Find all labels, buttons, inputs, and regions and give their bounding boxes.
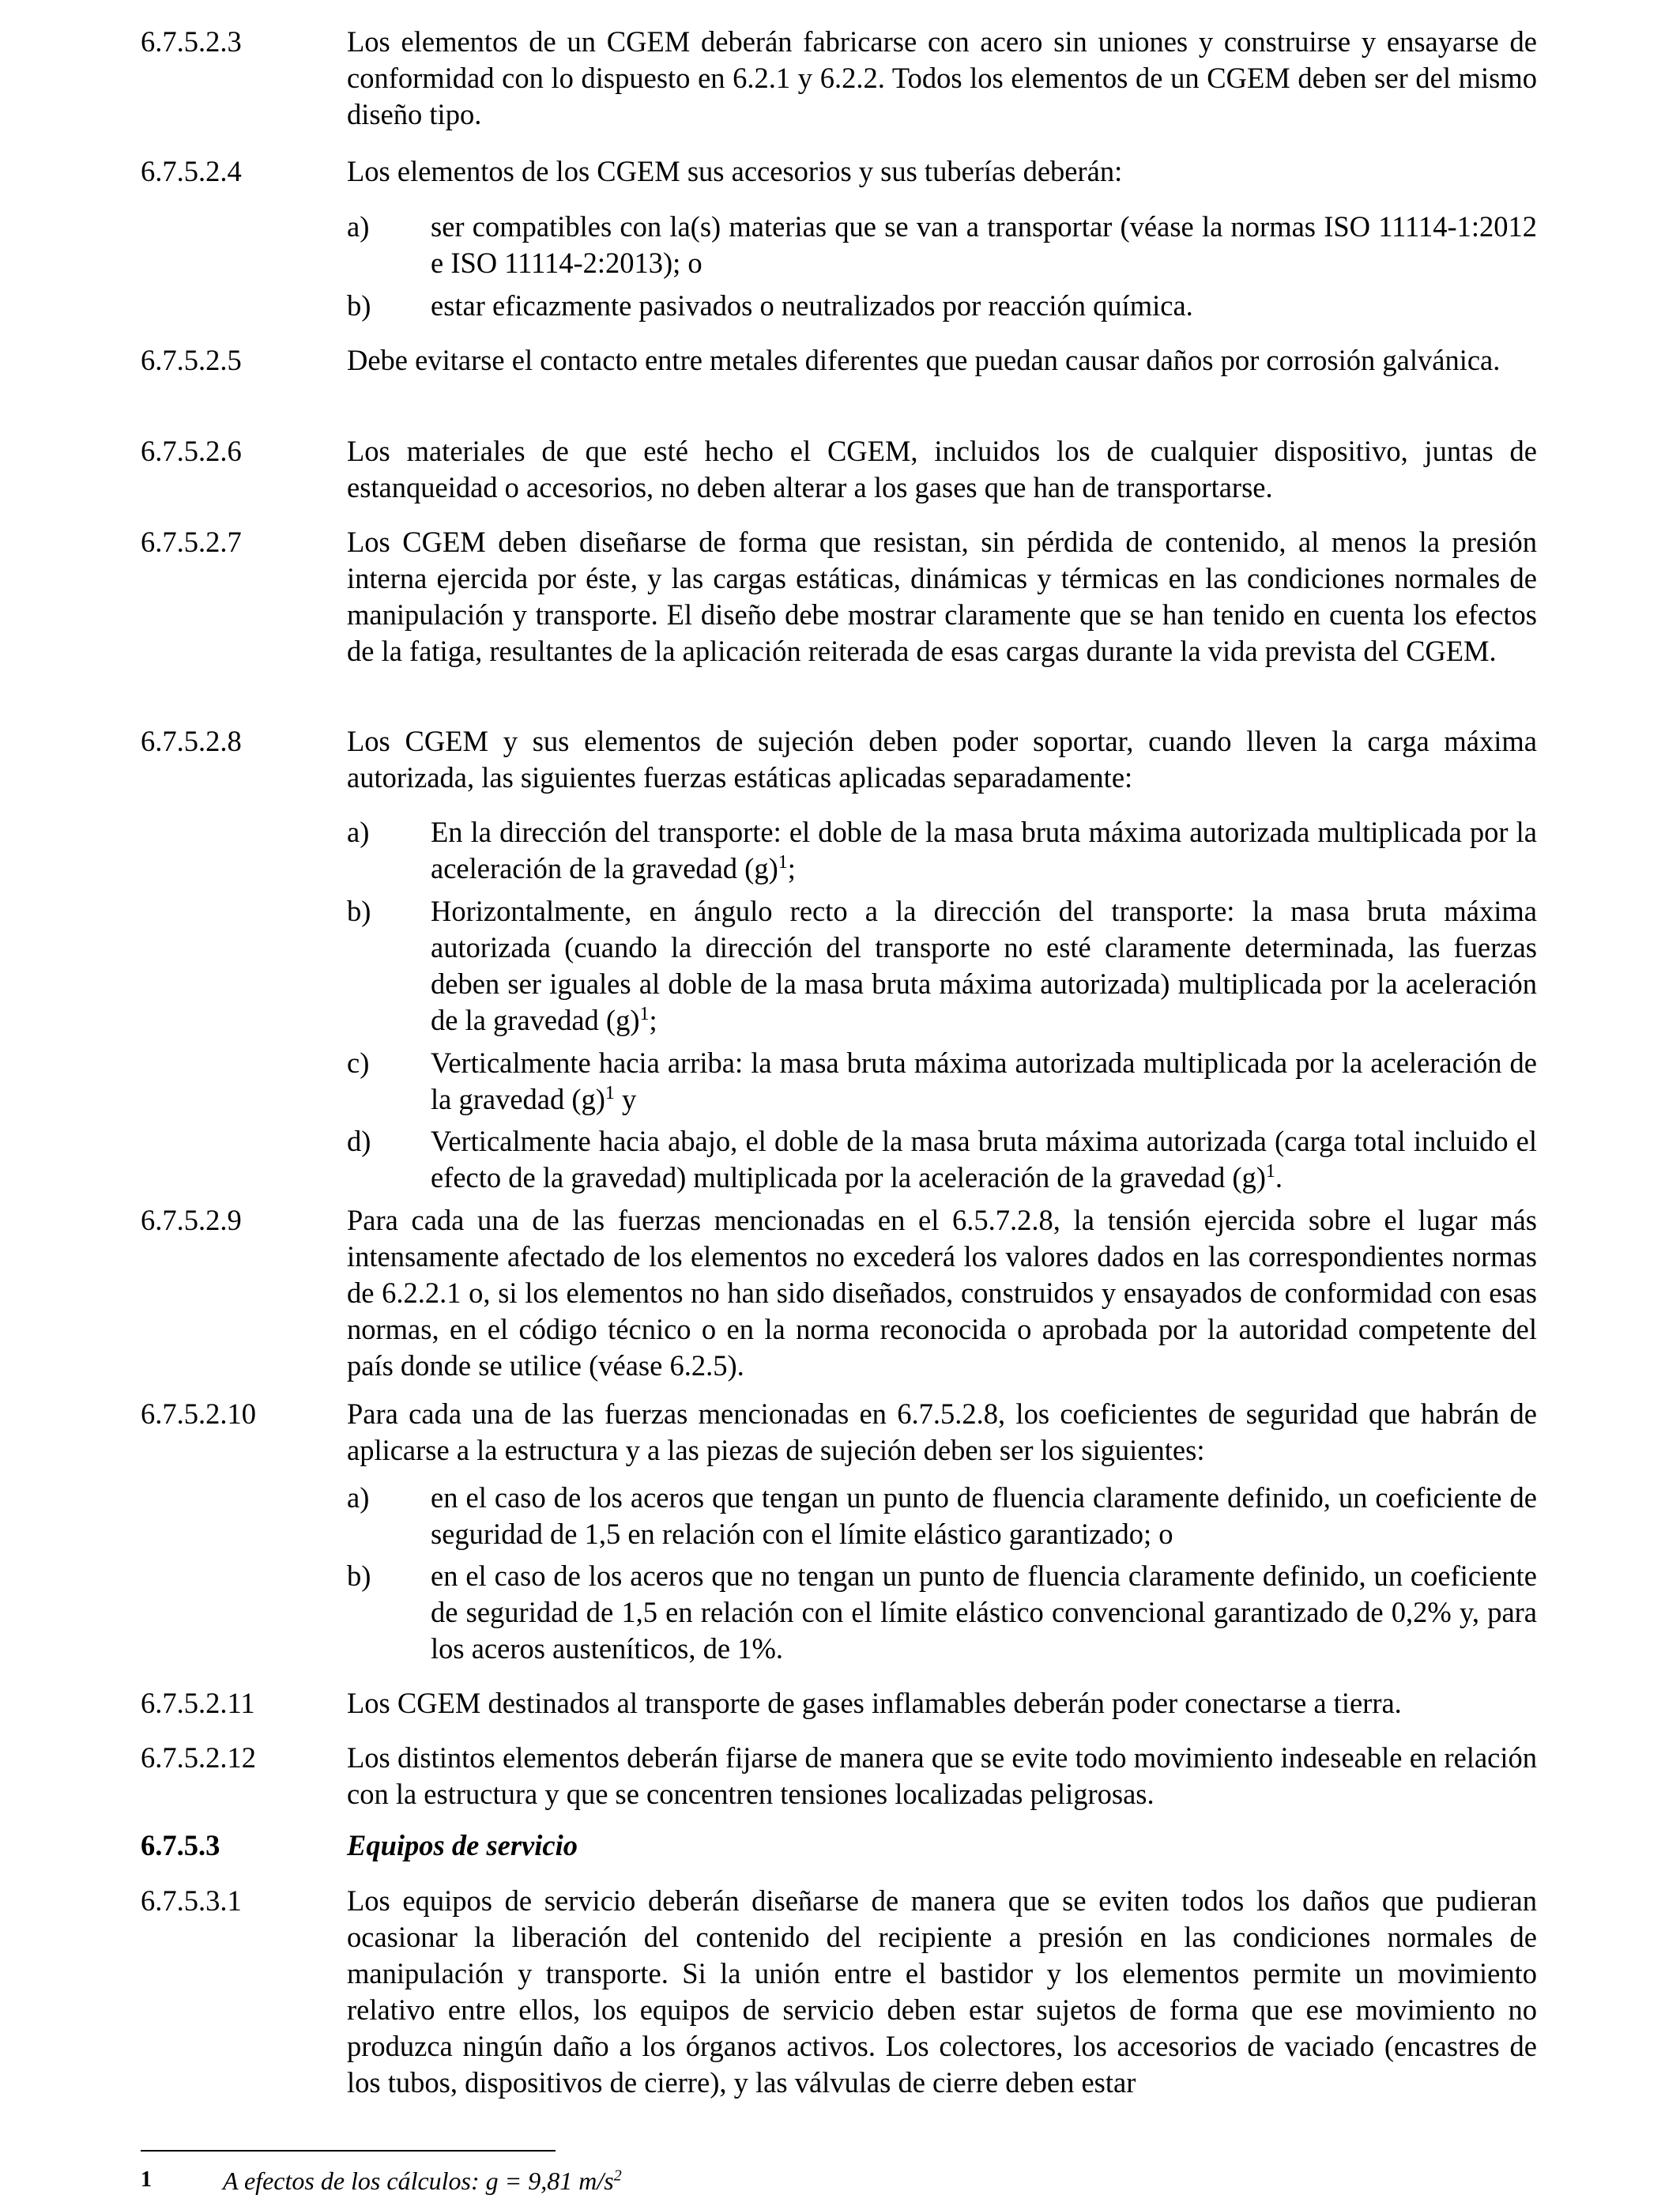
section-text: Los CGEM y sus elementos de sujeción deben poder soportar, cuando lleven la carga máxima autorizada, las siguientes fuerzas estáticas aplicadas separadamente: [347,725,1537,794]
list-marker: a) [347,210,370,243]
section-number: 6.7.5.2.10 [141,1397,256,1430]
list-marker: a) [347,1481,370,1514]
list-item-text: Verticalmente hacia arriba: la masa bruta máxima autorizada multiplicada por la aceleración de la gravedad $(g)^1$ y [431,1047,1537,1115]
list-marker: b) [347,895,371,927]
section-number: 6.7.5.2.7 [141,526,242,558]
footnote-ref: 1 [639,1003,650,1024]
section-number: 6.7.5.2.12 [141,1741,256,1774]
section-number: 6.7.5.2.8 [141,725,242,757]
footnote-ref: 1 [778,851,788,873]
list-item-text: Horizontalmente, en ángulo recto a la dirección del transporte: la masa bruta máxima autorizada (cuando la dirección del transporte no esté claramente determinada, las fuerzas deben ser iguales al doble de la masa bruta máxima autorizada) multiplicada por la aceleración de la gravedad $(g)^1$; [431,895,1537,1036]
section-text: Debe evitarse el contacto entre metales diferentes que puedan causar daños por corrosión galvánica. [347,344,1501,376]
section-number: 6.7.5.2.11 [141,1687,255,1719]
section-text: Para cada una de las fuerzas mencionadas en 6.7.5.2.8, los coeficientes de seguridad que habrán de aplicarse a la estructura y a las piezas de sujeción deben ser los siguientes: [347,1397,1537,1466]
section-number: 6.7.5.2.3 [141,25,242,58]
section-number: 6.7.5.3.1 [141,1884,242,1917]
footnote-separator [141,2150,556,2152]
list-item-text: ser compatibles con la(s) materias que se van a transportar (véase la normas ISO 11114-1:2012 e ISO 11114-2:2013); o [431,210,1537,279]
section-number: 6.7.5.2.9 [141,1204,242,1236]
footnote-ref: 1 [1265,1160,1275,1182]
section-text: Los CGEM deben diseñarse de forma que resistan, sin pérdida de contenido, al menos la presión interna ejercida por éste, y las cargas estáticas, dinámicas y térmicas en las condiciones normales de manipulación y transporte. El diseño debe mostrar claramente que se han tenido en cuenta los efectos de la fatiga, resultantes de la aplicación reiterada de esas cargas durante la vida prevista del CGEM. [347,526,1537,667]
footnote-superscript: 2 [613,2167,622,2185]
list-item-text: en el caso de los aceros que no tengan un punto de fluencia claramente definido, un coeficiente de seguridad de 1,5 en relación con el límite elástico convencional garantizado de 0,2% y, para los aceros austeníticos, de 1%. [431,1560,1537,1665]
section-text: Los distintos elementos deberán fijarse de manera que se evite todo movimiento indeseable en relación con la estructura y que se concentren tensiones localizadas peligrosas. [347,1741,1537,1810]
section-text: Para cada una de las fuerzas mencionadas en el 6.5.7.2.8, la tensión ejercida sobre el lugar más intensamente afectado de los elementos no excederá los valores dados en las correspondientes normas de 6.2.2.1 o, si los elementos no han sido diseñados, construidos y ensayados de conformidad con esas normas, en el código técnico o en la norma reconocida o aprobada por la autoridad competente del país donde se utilice (véase 6.2.5). [347,1204,1537,1382]
section-number: 6.7.5.2.4 [141,155,242,187]
list-item-text: En la dirección del transporte: el doble de la masa bruta máxima autorizada multiplicada por la aceleración de la gravedad $(g)^1$; [431,816,1537,884]
list-item-text: en el caso de los aceros que tengan un punto de fluencia claramente definido, un coeficiente de seguridad de 1,5 en relación con el límite elástico garantizado; o [431,1481,1537,1550]
section-number: 6.7.5.2.5 [141,344,242,376]
section-text: Los CGEM destinados al transporte de gases inflamables deberán poder conectarse a tierra. [347,1687,1402,1719]
list-item-text: estar eficazmente pasivados o neutralizados por reacción química. [431,289,1193,322]
section-number: 6.7.5.2.6 [141,435,242,467]
list-marker: d) [347,1125,371,1157]
list-marker: b) [347,1560,371,1592]
list-marker: c) [347,1047,370,1079]
section-text: Los equipos de servicio deberán diseñarse de manera que se eviten todos los daños que pudieran ocasionar la liberación del contenido del recipiente a presión en las condiciones normales de manipulación y transporte. Si la unión entre el bastidor y los elementos permite un movimiento relativo entre ellos, los equipos de servicio deben estar sujetos de forma que ese movimiento no produzca ningún daño a los órganos activos. Los colectores, los accesorios de vaciado (encastres de los tubos, dispositivos de cierre), y las válvulas de cierre deben estar [347,1884,1537,2099]
section-text: Los elementos de un CGEM deberán fabricarse con acero sin uniones y construirse y ensayarse de conformidad con lo dispuesto en 6.2.1 y 6.2.2. Todos los elementos de un CGEM deben ser del mismo diseño tipo. [347,25,1537,130]
section-text: Los materiales de que esté hecho el CGEM, incluidos los de cualquier dispositivo, juntas de estanqueidad o accesorios, no deben alterar a los gases que han de transportarse. [347,435,1537,503]
footnote-number: 1 [141,2167,152,2192]
heading-title: Equipos de servicio [347,1829,578,1861]
footnote-ref: 1 [605,1082,615,1103]
list-marker: a) [347,816,370,848]
heading-number: 6.7.5.3 [141,1829,220,1861]
footnote-text: A efectos de los cálculos: g = 9,81 $m/s^2$ [223,2167,622,2195]
section-text: Los elementos de los CGEM sus accesorios y sus tuberías deberán: [347,155,1123,187]
list-marker: b) [347,289,371,322]
list-item-text: Verticalmente hacia abajo, el doble de la masa bruta máxima autorizada (carga total incluido el efecto de la gravedad) multiplicada por la aceleración de la gravedad $(g)^1$. [431,1125,1537,1194]
